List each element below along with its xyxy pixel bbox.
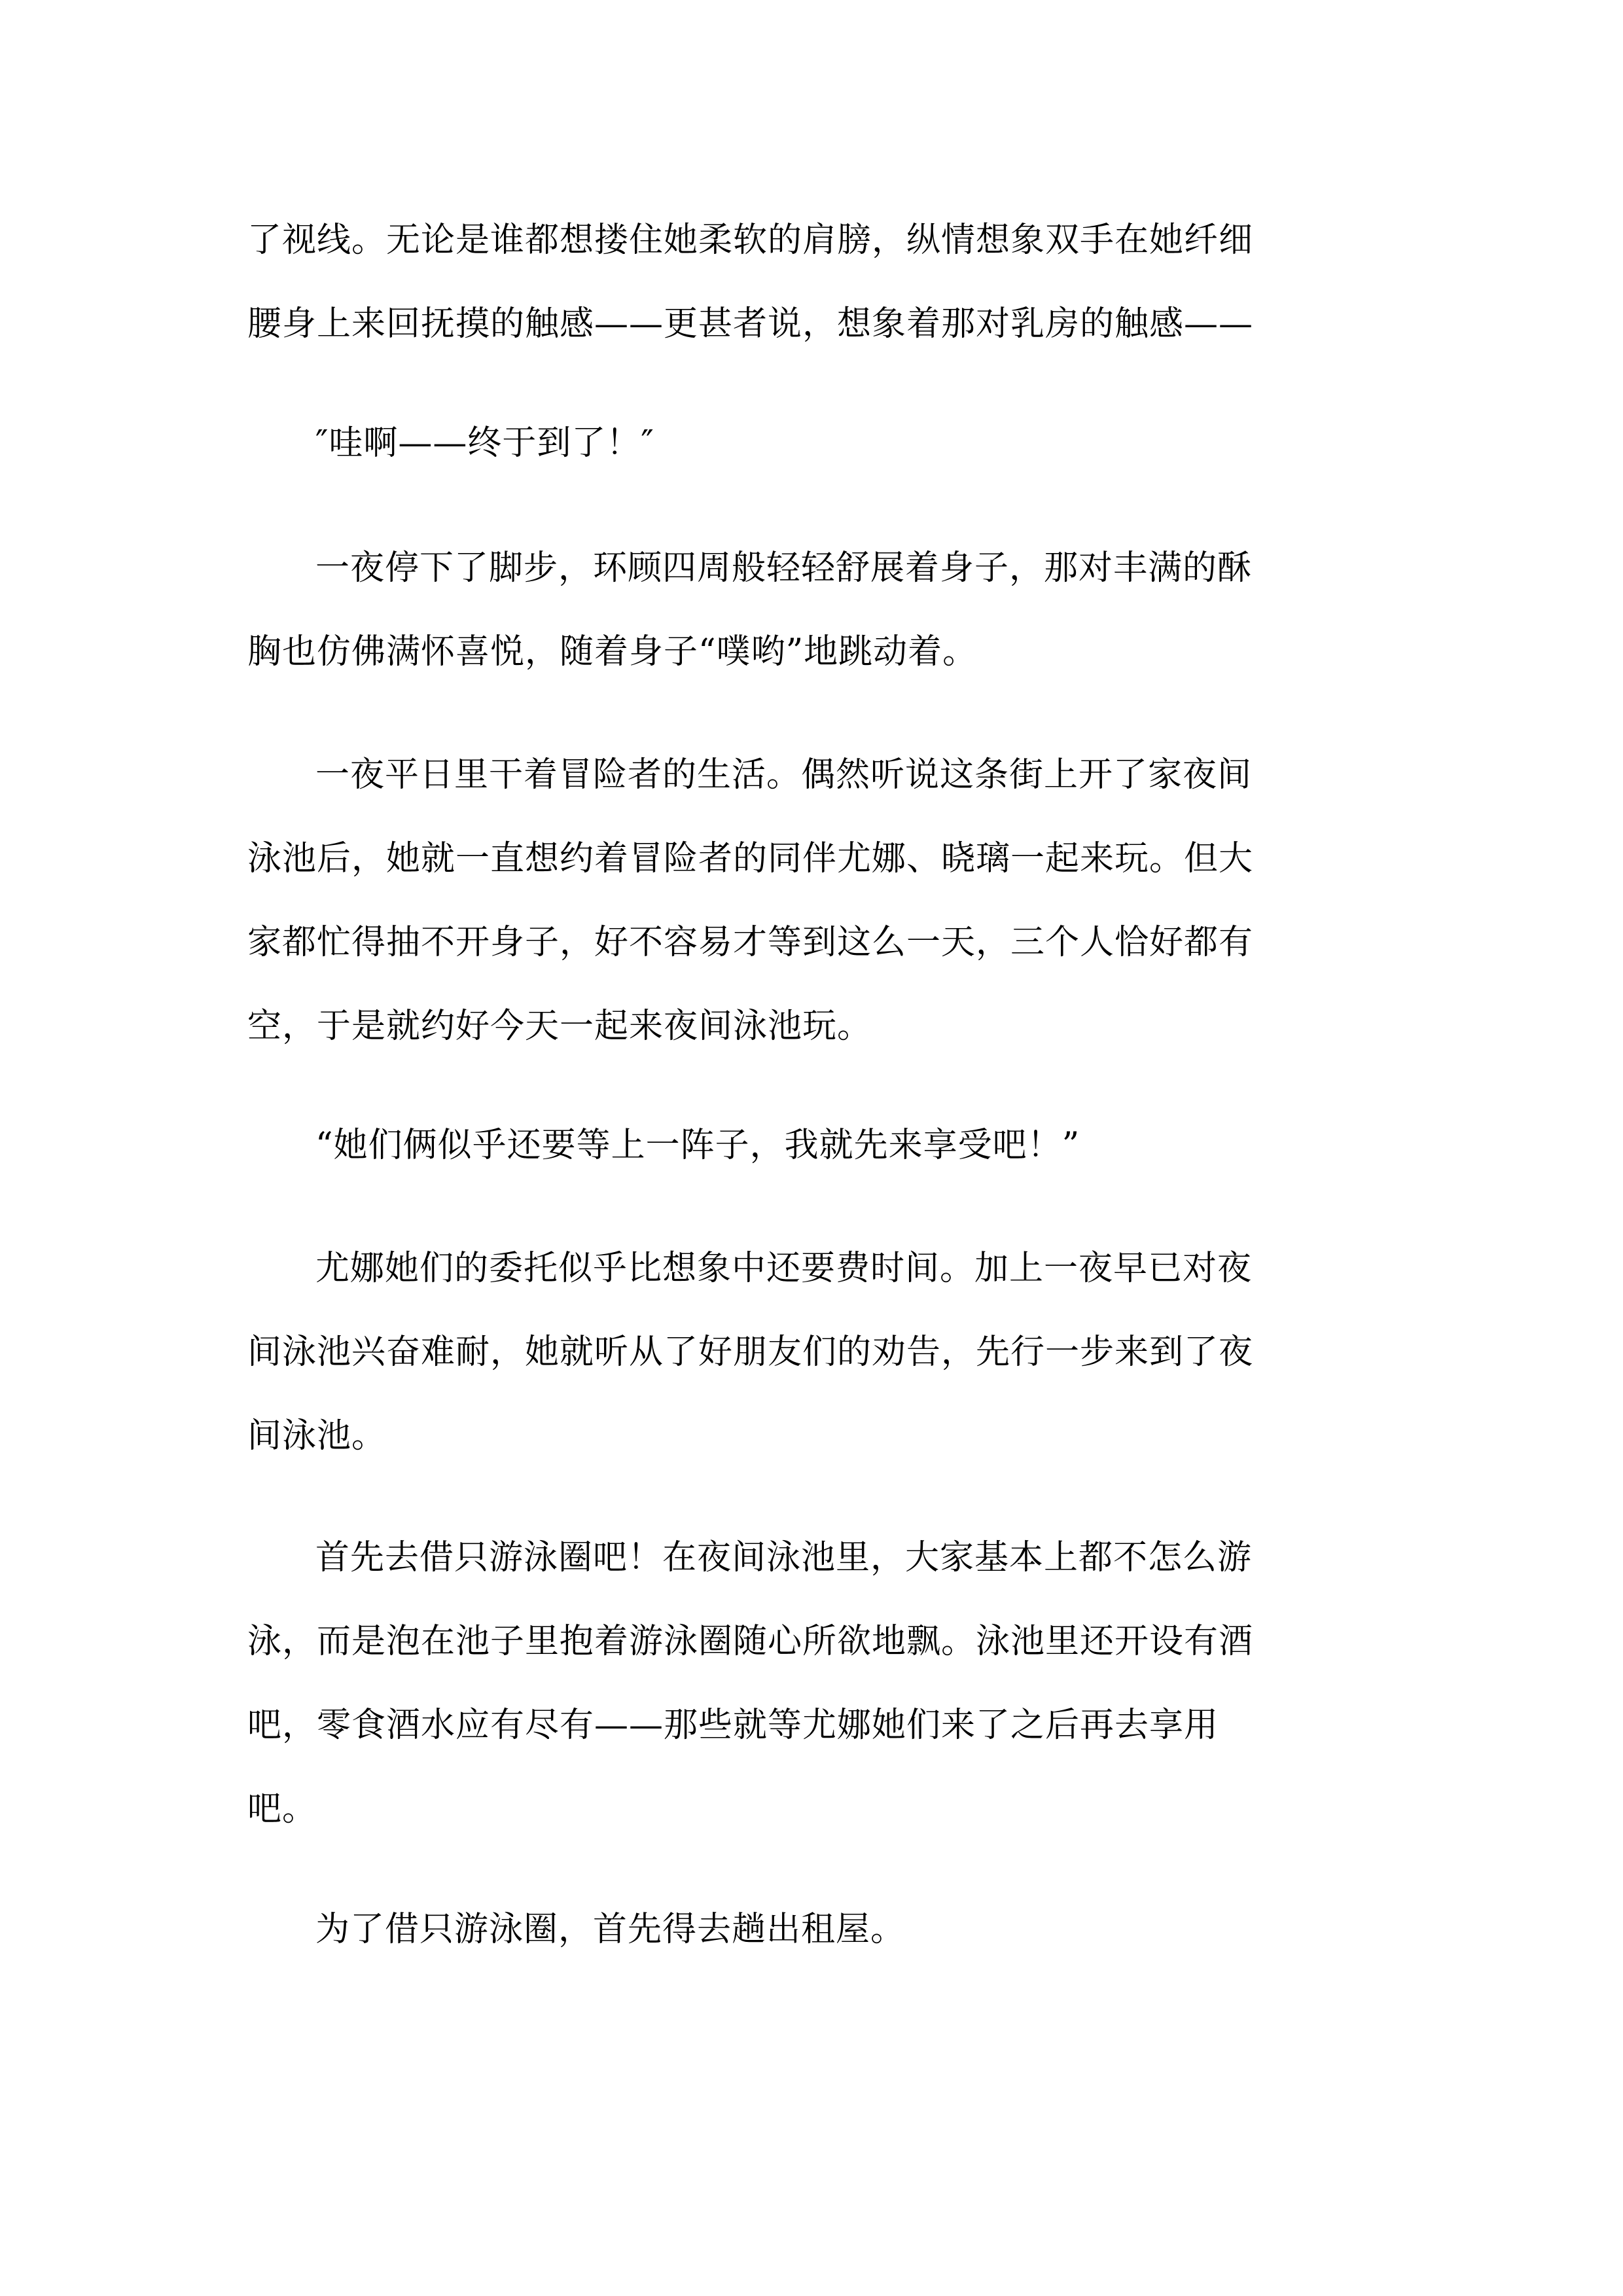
paragraph-6-line-2: 间泳池兴奋难耐，她就听从了好朋友们的劝告，先行一步来到了夜	[247, 1333, 1254, 1372]
paragraph-2-line-1: ″哇啊——终于到了！″	[315, 423, 654, 463]
paragraph-5-line-1: “她们俩似乎还要等上一阵子，我就先来享受吧！”	[315, 1126, 1080, 1165]
paragraph-7-line-1: 首先去借只游泳圈吧！在夜间泳池里，大家基本上都不怎么游	[315, 1538, 1253, 1577]
paragraph-3-line-1: 一夜停下了脚步，环顾四周般轻轻舒展着身子，那对丰满的酥	[315, 548, 1253, 588]
paragraph-4-line-2: 泳池后，她就一直想约着冒险者的同伴尤娜、晓璃一起来玩。但大	[247, 839, 1254, 878]
paragraph-6-line-3: 间泳池。	[247, 1416, 387, 1456]
paragraph-1-line-2: 腰身上来回抚摸的触感——更甚者说，想象着那对乳房的触感——	[247, 304, 1254, 344]
paragraph-7-line-2: 泳，而是泡在池子里抱着游泳圈随心所欲地飘。泳池里还开设有酒	[247, 1622, 1254, 1661]
paragraph-4-line-3: 家都忙得抽不开身子，好不容易才等到这么一天，三个人恰好都有	[247, 923, 1254, 962]
paragraph-6-line-1: 尤娜她们的委托似乎比想象中还要费时间。加上一夜早已对夜	[315, 1249, 1253, 1288]
paragraph-1-line-1: 了视线。无论是谁都想搂住她柔软的肩膀，纵情想象双手在她纤细	[247, 221, 1254, 260]
paragraph-8-line-1: 为了借只游泳圈，首先得去趟出租屋。	[315, 1910, 906, 1949]
paragraph-7-line-4: 吧。	[247, 1789, 317, 1829]
paragraph-4-line-1: 一夜平日里干着冒险者的生活。偶然听说这条街上开了家夜间	[315, 755, 1253, 795]
paragraph-3-line-2: 胸也仿佛满怀喜悦，随着身子“噗哟”地跳动着。	[247, 632, 978, 672]
paragraph-4-line-4: 空，于是就约好今天一起来夜间泳池玩。	[247, 1007, 872, 1046]
paragraph-7-line-3: 吧，零食酒水应有尽有——那些就等尤娜她们来了之后再去享用	[247, 1706, 1219, 1745]
